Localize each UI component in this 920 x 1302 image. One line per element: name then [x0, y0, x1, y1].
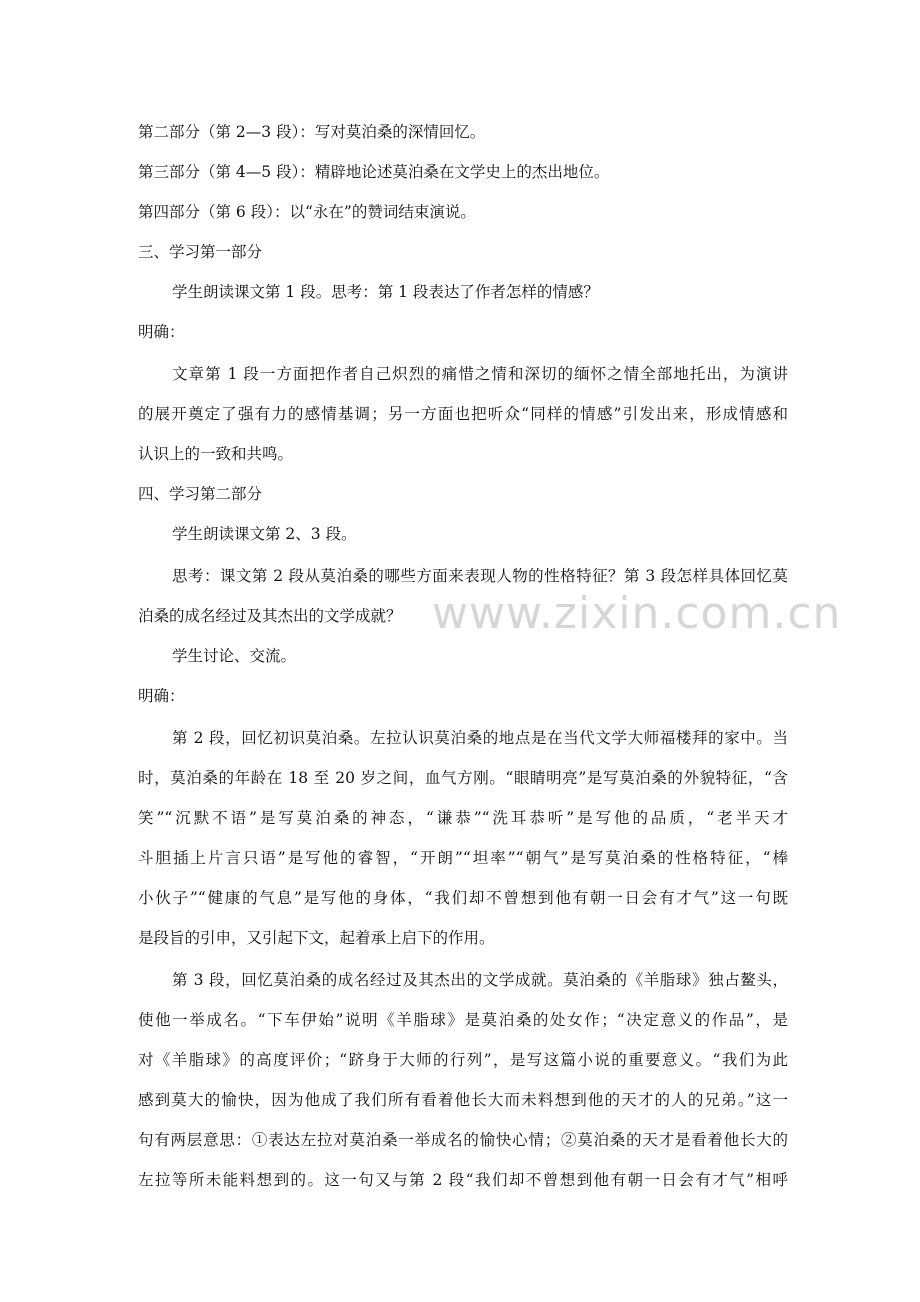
text-line: 句有两层意思：①表达左拉对莫泊桑一举成名的愉快心情；②莫泊桑的天才是看着他长大的 [138, 1131, 788, 1149]
text-line: 第 2 段，回忆初识莫泊桑。左拉认识莫泊桑的地点是在当代文学大师福楼拜的家中。当 [172, 729, 788, 747]
text-line: 是段旨的引申，又引起下文，起着承上启下的作用。 [138, 929, 495, 947]
text-line: 明确： [138, 323, 185, 341]
section-heading: 四、学习第二部分 [138, 485, 263, 503]
text-line: 使他一举成名。“下车伊始”说明《羊脂球》是莫泊桑的处女作；“决定意义的作品”，是 [138, 1011, 788, 1029]
text-line: 斗胆插上片言只语”是写他的睿智，“开朗”“坦率”“朝气”是写莫泊桑的性格特征，“棒 [138, 849, 788, 867]
text-line: 对《羊脂球》的高度评价；“跻身于大师的行列”，是写这篇小说的重要意义。“我们为此 [138, 1051, 788, 1069]
text-line: 第二部分（第 2—3 段）：写对莫泊桑的深情回忆。 [138, 123, 486, 141]
text-line: 学生朗读课文第 1 段。思考：第 1 段表达了作者怎样的情感？ [172, 283, 599, 301]
text-line: 左拉等所未能料想到的。这一句又与第 2 段“我们却不曾想到他有朝一日会有才气”相呼 [138, 1171, 788, 1189]
text-line: 笑”“沉默不语”是写莫泊桑的神态，“谦恭”“洗耳恭听”是写他的品质，“老半天才 [138, 809, 788, 827]
text-line: 明确： [138, 687, 185, 705]
watermark: www.zixin.com.cn [432, 588, 842, 639]
text-line: 认识上的一致和共鸣。 [138, 445, 294, 463]
text-line: 学生讨论、交流。 [172, 647, 297, 665]
text-line: 时，莫泊桑的年龄在 18 至 20 岁之间，血气方刚。“眼睛明亮”是写莫泊桑的外貌特征，“含 [138, 769, 788, 787]
text-line: 感到莫大的愉快，因为他成了我们所有看着他长大而未料想到他的天才的人的兄弟。”这一 [138, 1091, 788, 1109]
text-line: 的展开奠定了强有力的感情基调；另一方面也把听众“同样的情感”引发出来，形成情感和 [138, 405, 788, 423]
section-heading: 三、学习第一部分 [138, 243, 263, 261]
text-line: 思考：课文第 2 段从莫泊桑的哪些方面来表现人物的性格特征？第 3 段怎样具体回忆莫 [172, 567, 788, 585]
text-line: 文章第 1 段一方面把作者自己炽烈的痛惜之情和深切的缅怀之情全部地托出，为演讲 [172, 365, 788, 383]
text-line: 泊桑的成名经过及其杰出的文学成就？ [138, 607, 402, 625]
text-line: 学生朗读课文第 2、3 段。 [172, 525, 357, 543]
text-line: 第四部分（第 6 段）：以“永在”的赞词结束演说。 [138, 203, 476, 221]
text-line: 小伙子”“健康的气息”是写他的身体，“我们却不曾想到他有朝一日会有才气”这一句既 [138, 889, 788, 907]
text-line: 第 3 段，回忆莫泊桑的成名经过及其杰出的文学成就。莫泊桑的《羊脂球》独占鳌头， [172, 971, 788, 989]
text-line: 第三部分（第 4—5 段）：精辟地论述莫泊桑在文学史上的杰出地位。 [138, 163, 610, 181]
